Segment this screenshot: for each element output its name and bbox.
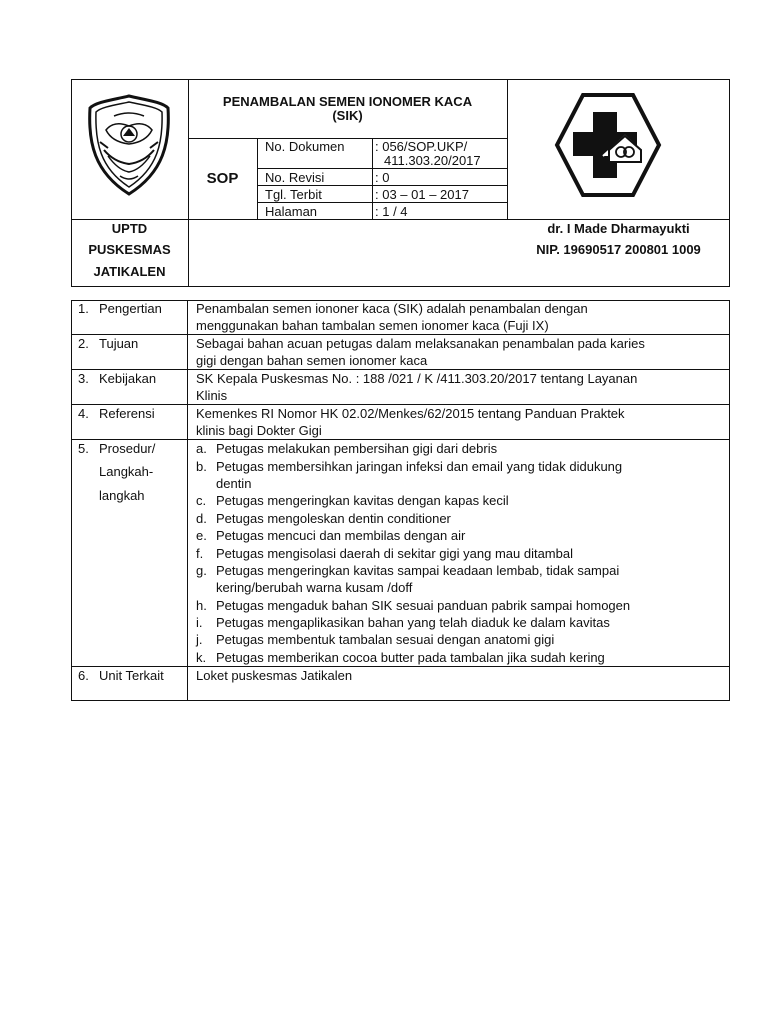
content-row-line-3: [71, 404, 730, 405]
section-1-text-line1: Penambalan semen iononer kaca (SIK) adalah penambalan dengan: [196, 301, 588, 316]
meta-value-no-dokumen-cont: 411.303.20/2017: [384, 153, 481, 168]
header-row-line-3: [257, 202, 507, 203]
coat-of-arms-icon: [84, 92, 174, 198]
section-1-text-line2: menggunakan bahan tambalan semen ionomer kaca (Fuji IX): [196, 318, 549, 333]
step-k-text: Petugas memberikan cocoa butter pada tambalan jika sudah kering: [216, 650, 605, 665]
section-3-number: 3.: [78, 371, 89, 386]
sop-label: SOP: [206, 170, 239, 187]
section-4-text-line1: Kemenkes RI Nomor HK 02.02/Menkes/62/2015 tentang Panduan Praktek: [196, 406, 625, 421]
content-row-line-1: [71, 334, 730, 335]
section-1-number: 1.: [78, 301, 89, 316]
section-6-label: Unit Terkait: [99, 668, 164, 683]
section-6-text: Loket puskesmas Jatikalen: [196, 668, 353, 683]
section-1-label: Pengertian: [99, 301, 162, 316]
section-3-text-line1: SK Kepala Puskesmas No. : 188 /021 / K /411.303.20/2017 tentang Layanan: [196, 371, 638, 386]
step-k-letter: k.: [196, 650, 207, 665]
step-b-text-line2: dentin: [216, 476, 252, 491]
step-d-letter: d.: [196, 511, 207, 526]
content-row-line-2: [71, 369, 730, 370]
content-row-line-4: [71, 439, 730, 440]
step-h-text: Petugas mengaduk bahan SIK sesuai panduan pabrik sampai homogen: [216, 598, 631, 613]
step-i-letter: i.: [196, 615, 203, 630]
section-6-number: 6.: [78, 668, 89, 683]
meta-value-tgl-terbit: : 03 – 01 – 2017: [375, 187, 469, 202]
step-e-letter: e.: [196, 528, 207, 543]
meta-label-no-dokumen: No. Dokumen: [265, 139, 345, 154]
meta-value-halaman: : 1 / 4: [375, 204, 408, 219]
section-2-number: 2.: [78, 336, 89, 351]
step-c-letter: c.: [196, 493, 207, 508]
step-g-letter: g.: [196, 563, 207, 578]
section-2-label: Tujuan: [99, 336, 139, 351]
puskesmas-logo-icon: [553, 92, 663, 198]
section-4-text-line2: klinis bagi Dokter Gigi: [196, 423, 322, 438]
header-row-line-1: [257, 168, 507, 169]
step-g-text-line2: kering/berubah warna kusam /doff: [216, 580, 413, 595]
step-b-text-line1: Petugas membersihkan jaringan infeksi dan email yang tidak didukung: [216, 459, 623, 474]
step-a-text: Petugas melakukan pembersihan gigi dari debris: [216, 441, 498, 456]
step-f-letter: f.: [196, 546, 204, 561]
section-5-label-line3: langkah: [99, 488, 145, 503]
step-j-letter: j.: [196, 632, 203, 647]
section-5-number: 5.: [78, 441, 89, 456]
section-2-text-line1: Sebagai bahan acuan petugas dalam melaksanakan penambalan pada karies: [196, 336, 645, 351]
header-row-line-2: [257, 185, 507, 186]
sop-title-line1: PENAMBALAN SEMEN IONOMER KACA: [222, 94, 473, 109]
step-g-text-line1: Petugas mengeringkan kavitas sampai keadaan lembab, tidak sampai: [216, 563, 620, 578]
header-divider-sop: [257, 138, 258, 219]
meta-value-no-revisi: : 0: [375, 170, 390, 185]
step-d-text: Petugas mengoleskan dentin conditioner: [216, 511, 451, 526]
org-line-puskesmas: PUSKESMAS: [88, 242, 171, 257]
section-5-label-line1: Prosedur/: [99, 441, 156, 456]
section-3-label: Kebijakan: [99, 371, 157, 386]
meta-label-tgl-terbit: Tgl. Terbit: [265, 187, 322, 202]
section-4-label: Referensi: [99, 406, 155, 421]
signer-name: dr. I Made Dharmayukti: [547, 221, 690, 236]
sop-title-line2: (SIK): [332, 108, 363, 123]
meta-label-no-revisi: No. Revisi: [265, 170, 325, 185]
content-column-divider: [187, 300, 188, 701]
step-f-text: Petugas mengisolasi daerah di sekitar gigi yang mau ditambal: [216, 546, 573, 561]
step-b-letter: b.: [196, 459, 207, 474]
org-line-uptd: UPTD: [111, 221, 148, 236]
step-c-text: Petugas mengeringkan kavitas dengan kapas kecil: [216, 493, 509, 508]
step-i-text: Petugas mengaplikasikan bahan yang telah diaduk ke dalam kavitas: [216, 615, 610, 630]
step-j-text: Petugas membentuk tambalan sesuai dengan anatomi gigi: [216, 632, 555, 647]
step-a-letter: a.: [196, 441, 207, 456]
org-line-jatikalen: JATIKALEN: [93, 264, 166, 279]
step-h-letter: h.: [196, 598, 207, 613]
header-divider-meta: [372, 138, 373, 219]
header-divider-right: [507, 79, 508, 219]
content-row-line-5: [71, 666, 730, 667]
meta-label-halaman: Halaman: [265, 204, 318, 219]
section-5-label-line2: Langkah-: [99, 464, 154, 479]
section-4-number: 4.: [78, 406, 89, 421]
signer-nip: NIP. 19690517 200801 1009: [536, 242, 701, 257]
section-3-text-line2: Klinis: [196, 388, 228, 403]
meta-value-no-dokumen: : 056/SOP.UKP/: [375, 139, 468, 154]
section-2-text-line2: gigi dengan bahan semen ionomer kaca: [196, 353, 428, 368]
header-row-line-bottom: [71, 219, 730, 220]
step-e-text: Petugas mencuci dan membilas dengan air: [216, 528, 466, 543]
